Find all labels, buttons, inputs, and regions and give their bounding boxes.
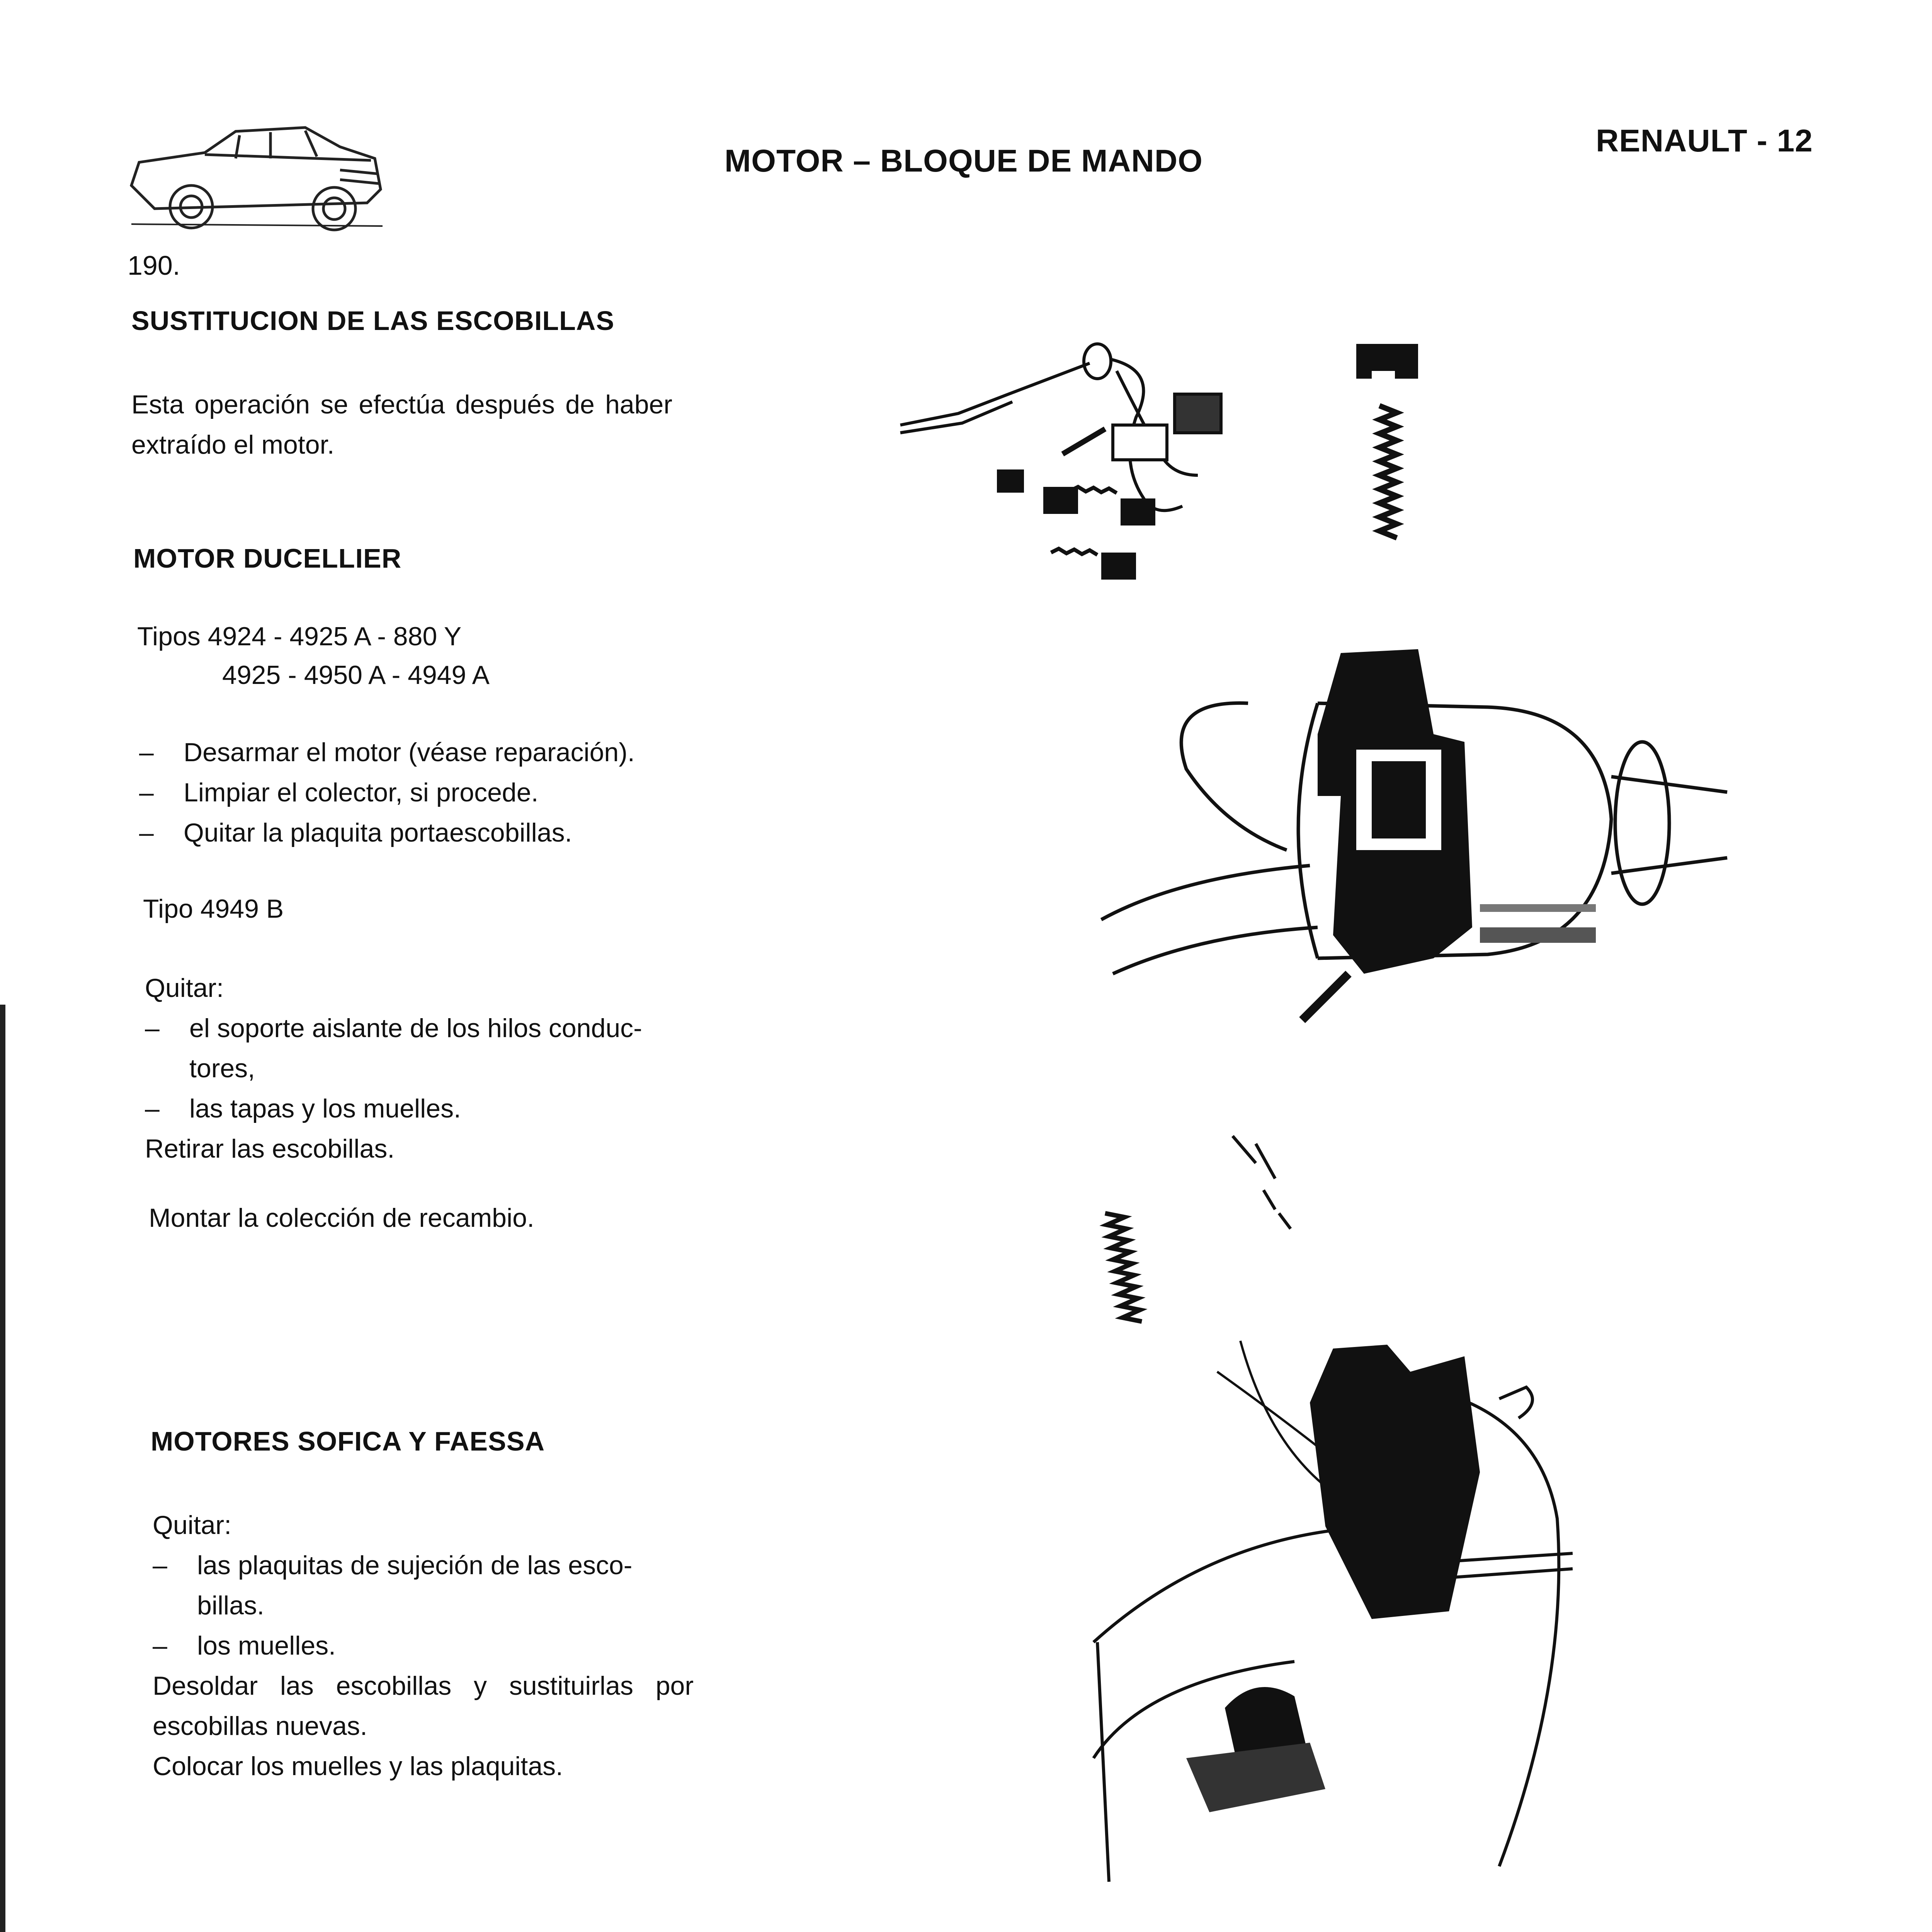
list-item: – las tapas y los muelles. — [145, 1088, 705, 1129]
montar-text: Montar la colección de recambio. — [149, 1203, 534, 1233]
list-item-continuation: tores, — [189, 1054, 255, 1083]
brand-label: RENAULT - 12 — [1596, 123, 1813, 158]
quitar-label: Quitar: — [153, 1510, 232, 1540]
ducellier-tipos-line1: Tipos 4924 - 4925 A - 880 Y — [137, 622, 462, 651]
tipo-4949b: Tipo 4949 B — [143, 894, 284, 923]
list-item: – Limpiar el colector, si procede. — [139, 772, 719, 813]
page-title: MOTOR – BLOQUE DE MANDO — [724, 143, 1203, 179]
quitar-label: Quitar: — [145, 973, 224, 1003]
page-number: 190. — [128, 250, 180, 281]
sofica-block — [153, 1505, 694, 1786]
list-item: – los muelles. — [153, 1626, 694, 1666]
scan-edge-left — [0, 1005, 5, 1932]
section-heading-ducellier: MOTOR DUCELLIER — [133, 543, 402, 573]
escobillas-paragraph: Esta operación se efectúa después de haber extraído el motor. — [131, 390, 672, 459]
list-item: – las plaquitas de sujeción de las esco- — [153, 1545, 694, 1585]
colocar-text: Colocar los muelles y las plaquitas. — [153, 1752, 563, 1781]
sofica-motor-figure — [1094, 1132, 1634, 1866]
car-logo-illustration — [124, 116, 390, 243]
brush-parts-figure — [889, 336, 1488, 607]
section-heading-escobillas: SUSTITUCION DE LAS ESCOBILLAS — [131, 306, 615, 336]
retirar-text: Retirar las escobillas. — [145, 1134, 395, 1163]
ducellier-quitar-block — [145, 968, 705, 1169]
motor-brush-holder-figure — [1101, 634, 1731, 1070]
list-item-continuation: billas. — [197, 1591, 264, 1620]
ducellier-steps — [139, 732, 719, 853]
section-heading-sofica: MOTORES SOFICA Y FAESSA — [151, 1426, 545, 1456]
list-item: – el soporte aislante de los hilos conduc- — [145, 1008, 705, 1048]
desoldar-text: Desoldar las escobillas y sustituirlas por escobillas nuevas. — [153, 1671, 694, 1741]
list-item: – Quitar la plaquita portaescobillas. — [139, 813, 719, 853]
ducellier-tipos-line2: 4925 - 4950 A - 4949 A — [222, 660, 490, 690]
list-item: – Desarmar el motor (véase reparación). — [139, 732, 719, 772]
